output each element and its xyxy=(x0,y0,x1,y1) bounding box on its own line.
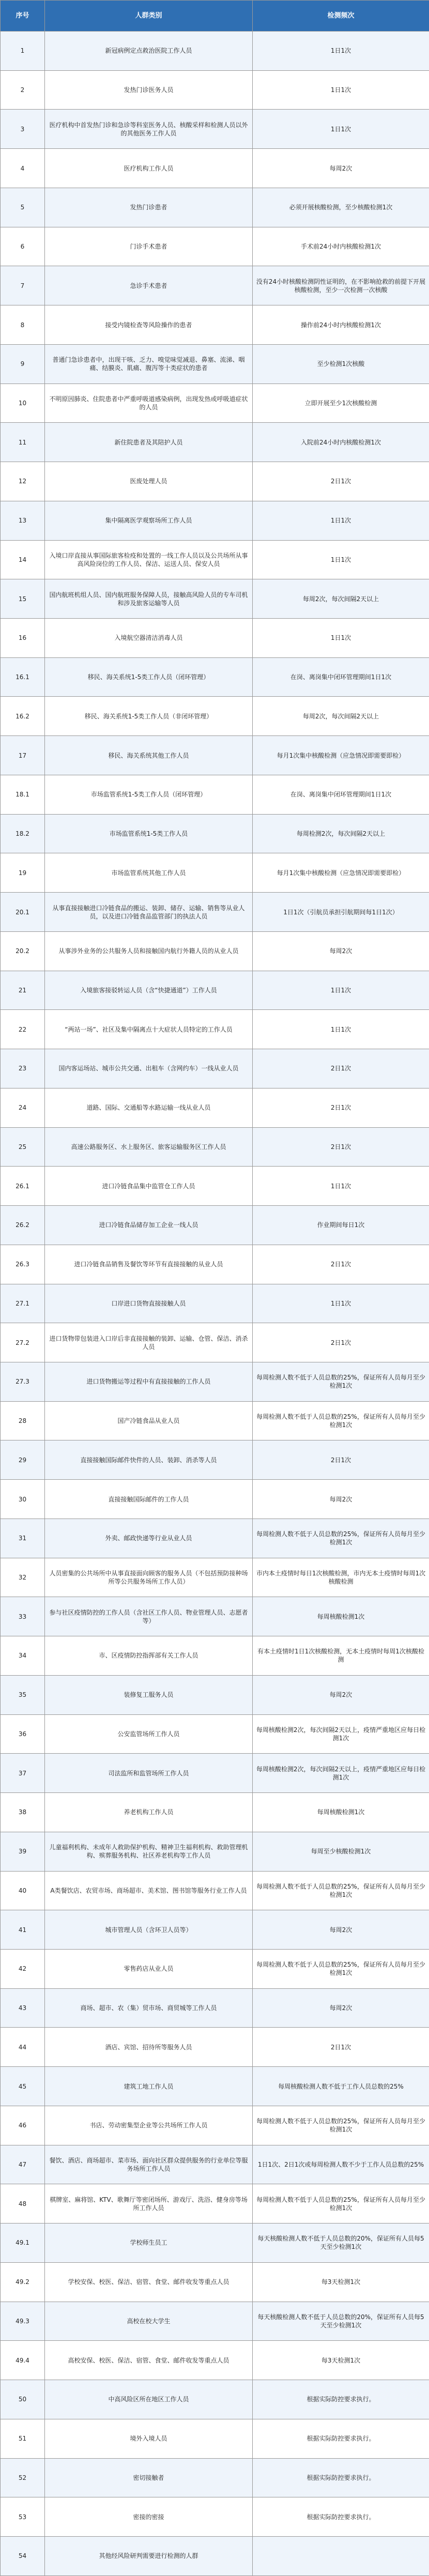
row-frequency-cell: 作业期间每日1次 xyxy=(253,1206,429,1245)
row-group-cell: 市场监管系统1-5类工作人员 xyxy=(45,814,253,853)
row-group-cell: “两站一场”、社区及集中隔离点十大症状人员特定的工作人员 xyxy=(45,1010,253,1049)
row-number-cell: 36 xyxy=(1,1714,45,1754)
row-frequency-cell: 没有24小时核酸检测阴性证明的，在不影响抢救的前提下开展核酸检测，至少一次检测一次核酸 xyxy=(253,266,429,305)
row-number-cell: 49.2 xyxy=(1,2262,45,2302)
row-number-cell: 28 xyxy=(1,1401,45,1440)
table-row xyxy=(1,2184,429,2224)
row-number-cell: 44 xyxy=(1,2028,45,2067)
row-group-cell: 门诊手术患者 xyxy=(45,227,253,266)
row-number-cell: 20.2 xyxy=(1,931,45,971)
row-group-cell: 国产冷链食品从业人员 xyxy=(45,1401,253,1440)
row-group-cell: A类餐饮店、农贸市场、商场超市、美术馆、图书馆等服务行业工作人员 xyxy=(45,1871,253,1910)
row-number-cell: 18.1 xyxy=(1,775,45,814)
table-row xyxy=(1,32,429,71)
row-group-cell: 进口冷链食品销售及餐饮等环节有直接接触的从业人员 xyxy=(45,1245,253,1284)
table-row xyxy=(1,1597,429,1636)
row-number-cell: 34 xyxy=(1,1636,45,1676)
table-row xyxy=(1,1949,429,1988)
table-row xyxy=(1,1167,429,1206)
row-frequency-cell: 每周2次 xyxy=(253,1988,429,2028)
table-row xyxy=(1,1362,429,1401)
row-number-cell: 31 xyxy=(1,1519,45,1558)
row-group-cell: 中高风险区所在地区工作人员 xyxy=(45,2380,253,2419)
row-frequency-cell: 1日1次 xyxy=(253,501,429,540)
row-group-cell: 商场、超市、农（集）贸市场、商贸城等工作人员 xyxy=(45,1988,253,2028)
row-number-cell: 12 xyxy=(1,462,45,501)
row-group-cell: 道路、国际、交通船等水路运输一线从业人员 xyxy=(45,1088,253,1127)
row-frequency-cell: 入院前24小时内核酸检测1次 xyxy=(253,423,429,462)
table-row xyxy=(1,2497,429,2537)
row-number-cell: 45 xyxy=(1,2067,45,2106)
row-group-cell: 市、区疫情防控指挥部有关工作人员 xyxy=(45,1636,253,1676)
table-row xyxy=(1,2302,429,2341)
row-number-cell: 21 xyxy=(1,971,45,1010)
row-group-cell: 发热门诊医务人员 xyxy=(45,70,253,110)
row-group-cell: 国内航班机组人员、国内航班服务保障人员，接触高风险人员的专车司机和涉及旅客运输等人员 xyxy=(45,579,253,619)
table-row xyxy=(1,619,429,658)
row-number-cell: 40 xyxy=(1,1871,45,1910)
table-row xyxy=(1,2262,429,2302)
row-frequency-cell: 每周2次，每次间隔2天以上 xyxy=(253,579,429,619)
row-number-cell: 16 xyxy=(1,619,45,658)
header-group: 人群类别 xyxy=(45,1,253,32)
row-group-cell: 医疗机构工作人员 xyxy=(45,149,253,188)
row-group-cell: 医废处理人员 xyxy=(45,462,253,501)
row-frequency-cell: 有本土疫情时1日1次核酸检测，无本土疫情时每周1次核酸检测 xyxy=(253,1636,429,1676)
row-number-cell: 46 xyxy=(1,2106,45,2145)
row-group-cell: 学校安保、校医、保洁、宿管、食堂、邮件收发等重点人员 xyxy=(45,2262,253,2302)
row-frequency-cell: 每周2次 xyxy=(253,1480,429,1519)
table-header xyxy=(1,1,429,32)
table-row xyxy=(1,814,429,853)
row-frequency-cell: 1日1次 xyxy=(253,110,429,149)
header-frequency: 检测频次 xyxy=(253,1,429,32)
row-number-cell: 8 xyxy=(1,305,45,345)
row-frequency-cell: 每月1次集中核酸检测（应急情况即需要即检） xyxy=(253,736,429,775)
row-group-cell: 移民、海关系统其他工作人员 xyxy=(45,736,253,775)
table-row xyxy=(1,2224,429,2263)
row-group-cell: 入境旅客接驳转运人员（含“快捷通道”）工作人员 xyxy=(45,971,253,1010)
row-frequency-cell: 1日1次 xyxy=(253,70,429,110)
table-row xyxy=(1,1323,429,1362)
row-number-cell: 3 xyxy=(1,110,45,149)
row-frequency-cell: 在岗、离岗集中闭环管理期间1日1次 xyxy=(253,775,429,814)
table-row xyxy=(1,149,429,188)
row-number-cell: 38 xyxy=(1,1793,45,1832)
row-frequency-cell xyxy=(253,2537,429,2576)
table-row xyxy=(1,1049,429,1088)
row-frequency-cell: 2日1次 xyxy=(253,1088,429,1127)
table-row xyxy=(1,775,429,814)
row-group-cell: 不明原因肺炎、住院患者中严重呼吸道感染病例，出现发热或呼吸道症状的人员 xyxy=(45,384,253,423)
row-frequency-cell: 根据实际防控要求执行。 xyxy=(253,2419,429,2458)
row-group-cell: 普通门急诊患者中，出现干咳、乏力、嗅觉味觉减退、鼻塞、流涕、咽痛、结膜炎、肌痛、腹泻等十类症状的患者 xyxy=(45,344,253,384)
table-row xyxy=(1,462,429,501)
row-frequency-cell: 2日1次 xyxy=(253,1245,429,1284)
row-frequency-cell: 根据实际防控要求执行。 xyxy=(253,2458,429,2497)
row-group-cell: 密切接触者 xyxy=(45,2458,253,2497)
row-number-cell: 52 xyxy=(1,2458,45,2497)
table-row xyxy=(1,1127,429,1167)
row-frequency-cell: 每天核酸检测人数不低于人员总数的20%，保证所有人员每5天至少检测1次 xyxy=(253,2224,429,2263)
table-row xyxy=(1,227,429,266)
row-frequency-cell: 每周检测2次，每次间隔2天以上 xyxy=(253,814,429,853)
row-number-cell: 27.3 xyxy=(1,1362,45,1401)
row-group-cell: 市场监管系统其他工作人员 xyxy=(45,853,253,893)
table-row xyxy=(1,384,429,423)
row-frequency-cell: 2日1次 xyxy=(253,462,429,501)
table-row xyxy=(1,110,429,149)
row-number-cell: 10 xyxy=(1,384,45,423)
table-row xyxy=(1,2419,429,2458)
row-group-cell: 公安监管场所工作人员 xyxy=(45,1714,253,1754)
row-group-cell: 零售药店从业人员 xyxy=(45,1949,253,1988)
row-number-cell: 53 xyxy=(1,2497,45,2537)
row-frequency-cell: 每周2次 xyxy=(253,149,429,188)
table-row xyxy=(1,423,429,462)
table-row xyxy=(1,697,429,736)
row-frequency-cell: 每周检测人数不低于人员总数的25%，保证所有人员每月至少检测1次 xyxy=(253,1519,429,1558)
row-group-cell: 养老机构工作人员 xyxy=(45,1793,253,1832)
table-row xyxy=(1,1010,429,1049)
row-group-cell: 移民、海关系统1-5类工作人员（闭环管理） xyxy=(45,657,253,697)
row-frequency-cell: 每月1次集中核酸检测（应急情况即需要即检） xyxy=(253,853,429,893)
row-frequency-cell: 必须开展核酸检测，至少核酸检测1次 xyxy=(253,188,429,227)
row-frequency-cell: 每周检测人数不低于人员总数的25%，保证所有人员每月至少检测1次 xyxy=(253,1362,429,1401)
table-row xyxy=(1,2458,429,2497)
row-frequency-cell: 每天核酸检测人数不低于人员总数的20%，保证所有人员每5天至少检测1次 xyxy=(253,2302,429,2341)
row-group-cell: 高校安保、校医、保洁、宿管、食堂、邮件收发等重点人员 xyxy=(45,2341,253,2380)
table-row xyxy=(1,1519,429,1558)
table-row xyxy=(1,579,429,619)
header-no: 序号 xyxy=(1,1,45,32)
row-group-cell: 新住院患者及其陪护人员 xyxy=(45,423,253,462)
table-row xyxy=(1,1284,429,1323)
row-frequency-cell: 至少检测1次核酸 xyxy=(253,344,429,384)
row-group-cell: 人员密集的公共场所中从事直接面向顾客的服务人员（不包括预防接种场所等公共服务场所工作人员） xyxy=(45,1558,253,1597)
table-row xyxy=(1,1440,429,1480)
table-row xyxy=(1,1714,429,1754)
row-group-cell: 境外入境人员 xyxy=(45,2419,253,2458)
table-row xyxy=(1,2028,429,2067)
row-group-cell: 集中隔离医学观察场所工作人员 xyxy=(45,501,253,540)
row-group-cell: 医疗机构中首发热门诊和急诊等科室医务人员、核酸采样和检测人员以外的其他医务工作人员 xyxy=(45,110,253,149)
row-frequency-cell: 1日1次（引航员承担引航期间每1日1次） xyxy=(253,893,429,932)
table-row xyxy=(1,1558,429,1597)
table-row xyxy=(1,2145,429,2184)
row-number-cell: 5 xyxy=(1,188,45,227)
row-frequency-cell: 每周2次，每次间隔2天以上 xyxy=(253,697,429,736)
row-number-cell: 30 xyxy=(1,1480,45,1519)
row-number-cell: 15 xyxy=(1,579,45,619)
table-row xyxy=(1,1910,429,1950)
row-number-cell: 26.3 xyxy=(1,1245,45,1284)
table-row xyxy=(1,2067,429,2106)
row-group-cell: 口岸进口货物直接接触人员 xyxy=(45,1284,253,1323)
row-number-cell: 49.4 xyxy=(1,2341,45,2380)
table-row xyxy=(1,2380,429,2419)
row-number-cell: 51 xyxy=(1,2419,45,2458)
table-body xyxy=(1,32,429,2576)
table-row xyxy=(1,1401,429,1440)
row-frequency-cell: 根据实际防控要求执行。 xyxy=(253,2380,429,2419)
row-frequency-cell: 立即开展至少1次核酸检测 xyxy=(253,384,429,423)
row-group-cell: 参与社区疫情防控的工作人员（含社区工作人员、物业管理人员、志愿者等） xyxy=(45,1597,253,1636)
table-row xyxy=(1,1088,429,1127)
row-group-cell: 进口货物带包装进入口岸后非直接接触的装卸、运输、仓管、保洁、消杀人员 xyxy=(45,1323,253,1362)
row-group-cell: 棋牌室、麻将馆、KTV、歌舞厅等密闭场所、游戏厅、洗浴、健身房等场所工作人员 xyxy=(45,2184,253,2224)
row-group-cell: 书店、劳动密集型企业等公共场所工作人员 xyxy=(45,2106,253,2145)
table-row xyxy=(1,188,429,227)
row-group-cell: 直接接触国际邮件快件的人员、装卸、消杀等人员 xyxy=(45,1440,253,1480)
row-frequency-cell: 1日1次 xyxy=(253,971,429,1010)
table-row xyxy=(1,1636,429,1676)
row-group-cell: 从事涉外业务的公共服务人员和接触国内航行外籍人员的从业人员 xyxy=(45,931,253,971)
row-number-cell: 1 xyxy=(1,32,45,71)
row-number-cell: 33 xyxy=(1,1597,45,1636)
row-number-cell: 9 xyxy=(1,344,45,384)
row-number-cell: 54 xyxy=(1,2537,45,2576)
row-frequency-cell: 手术前24小时内核酸检测1次 xyxy=(253,227,429,266)
row-group-cell: 发热门诊患者 xyxy=(45,188,253,227)
table-row xyxy=(1,657,429,697)
table-row xyxy=(1,2341,429,2380)
row-number-cell: 4 xyxy=(1,149,45,188)
row-number-cell: 25 xyxy=(1,1127,45,1167)
row-group-cell: 高速公路服务区、水上服务区、旅客运输服务区工作人员 xyxy=(45,1127,253,1167)
row-number-cell: 39 xyxy=(1,1832,45,1871)
row-frequency-cell: 每周核酸检测1次 xyxy=(253,1793,429,1832)
table-row xyxy=(1,1988,429,2028)
row-group-cell: 其他经风险研判需要进行检测的人群 xyxy=(45,2537,253,2576)
row-group-cell: 高校在校大学生 xyxy=(45,2302,253,2341)
row-group-cell: 装修复工服务人员 xyxy=(45,1675,253,1714)
row-number-cell: 16.1 xyxy=(1,657,45,697)
row-group-cell: 密接的密接 xyxy=(45,2497,253,2537)
row-group-cell: 接受内镜检查等风险操作的患者 xyxy=(45,305,253,345)
table-row xyxy=(1,971,429,1010)
row-number-cell: 32 xyxy=(1,1558,45,1597)
row-frequency-cell: 每周2次 xyxy=(253,931,429,971)
row-frequency-cell: 1日1次 xyxy=(253,32,429,71)
table-row xyxy=(1,736,429,775)
row-frequency-cell: 2日1次 xyxy=(253,2028,429,2067)
row-group-cell: 司法监所和监管场所工作人员 xyxy=(45,1754,253,1793)
row-frequency-cell: 1日1次 xyxy=(253,619,429,658)
row-number-cell: 43 xyxy=(1,1988,45,2028)
table-row xyxy=(1,2106,429,2145)
header-row xyxy=(1,1,429,32)
row-group-cell: 国内客运场站、城市公共交通、出租车（含网约车）一线从业人员 xyxy=(45,1049,253,1088)
row-number-cell: 49.3 xyxy=(1,2302,45,2341)
row-frequency-cell: 市内本土疫情时每日1次核酸检测，市内无本土疫情时每周1次核酸检测 xyxy=(253,1558,429,1597)
row-frequency-cell: 操作前24小时内核酸检测1次 xyxy=(253,305,429,345)
table-row xyxy=(1,1871,429,1910)
row-number-cell: 29 xyxy=(1,1440,45,1480)
row-frequency-cell: 每周2次 xyxy=(253,1910,429,1950)
row-group-cell: 儿童福利机构、未成年人救助保护机构、精神卫生福利机构、救助管理机构、殡葬服务机构、社区养老机构等工作人员 xyxy=(45,1832,253,1871)
row-number-cell: 2 xyxy=(1,70,45,110)
row-group-cell: 直接接触国际邮件的工作人员 xyxy=(45,1480,253,1519)
row-group-cell: 入境口岸直接从事国际旅客检疫和处置的一线工作人员以及公共场所从事高风险岗位的工作人员、保洁、运送人员、保安人员 xyxy=(45,540,253,579)
row-frequency-cell: 每周检测人数不低于人员总数的25%，保证所有人员每月至少检测1次 xyxy=(253,2184,429,2224)
row-number-cell: 27.1 xyxy=(1,1284,45,1323)
table-row xyxy=(1,853,429,893)
row-number-cell: 18.2 xyxy=(1,814,45,853)
table-row xyxy=(1,501,429,540)
row-number-cell: 22 xyxy=(1,1010,45,1049)
row-group-cell: 移民、海关系统1-5类工作人员（非闭环管理） xyxy=(45,697,253,736)
row-number-cell: 26.1 xyxy=(1,1167,45,1206)
table-row xyxy=(1,344,429,384)
row-group-cell: 进口冷链食品集中监管仓工作人员 xyxy=(45,1167,253,1206)
row-frequency-cell: 每周核酸检测人数不低于工作人员总数的25% xyxy=(253,2067,429,2106)
row-frequency-cell: 每3天检测1次 xyxy=(253,2262,429,2302)
row-frequency-cell: 1日1次 xyxy=(253,540,429,579)
table-row xyxy=(1,1754,429,1793)
table-row xyxy=(1,70,429,110)
row-number-cell: 41 xyxy=(1,1910,45,1950)
row-group-cell: 建筑工地工作人员 xyxy=(45,2067,253,2106)
row-group-cell: 学校师生员工 xyxy=(45,2224,253,2263)
row-number-cell: 19 xyxy=(1,853,45,893)
table-row xyxy=(1,2537,429,2576)
row-number-cell: 6 xyxy=(1,227,45,266)
row-number-cell: 13 xyxy=(1,501,45,540)
row-group-cell: 进口货物搬运等过程中有直接接触的工作人员 xyxy=(45,1362,253,1401)
row-frequency-cell: 每周核酸检测2次，每次间隔2天以上，疫情严重地区应每日检测1次 xyxy=(253,1754,429,1793)
row-number-cell: 50 xyxy=(1,2380,45,2419)
table-row xyxy=(1,1675,429,1714)
row-group-cell: 进口冷链食品储存加工企业一线人员 xyxy=(45,1206,253,1245)
row-frequency-cell: 每周检测人数不低于人员总数的25%，保证所有人员每月至少检测1次 xyxy=(253,1401,429,1440)
row-frequency-cell: 每周检测人数不低于人员总数的25%，保证所有人员每月至少检测1次 xyxy=(253,1949,429,1988)
row-frequency-cell: 每周2次 xyxy=(253,1675,429,1714)
row-frequency-cell: 在岗、离岗集中闭环管理期间1日1次 xyxy=(253,657,429,697)
row-frequency-cell: 每周核酸检测1次 xyxy=(253,1597,429,1636)
table-row xyxy=(1,1480,429,1519)
row-number-cell: 11 xyxy=(1,423,45,462)
row-frequency-cell: 根据实际防控要求执行。 xyxy=(253,2497,429,2537)
row-number-cell: 23 xyxy=(1,1049,45,1088)
row-frequency-cell: 1日1次 xyxy=(253,1010,429,1049)
row-number-cell: 7 xyxy=(1,266,45,305)
row-frequency-cell: 1日1次、2日1次或每周检测人数不少于工作人员总数的25% xyxy=(253,2145,429,2184)
row-frequency-cell: 每周检测人数不低于人员总数的25%，保证所有人员每月至少检测1次 xyxy=(253,1871,429,1910)
table-row xyxy=(1,931,429,971)
row-frequency-cell: 每周核酸检测2次，每次间隔2天以上，疫情严重地区应每日检测1次 xyxy=(253,1714,429,1754)
row-frequency-cell: 1日1次 xyxy=(253,1167,429,1206)
row-number-cell: 20.1 xyxy=(1,893,45,932)
row-group-cell: 入境航空器清洁消毒人员 xyxy=(45,619,253,658)
row-group-cell: 新冠病例定点救治医院工作人员 xyxy=(45,32,253,71)
row-group-cell: 外卖、邮政快递等行业从业人员 xyxy=(45,1519,253,1558)
table-row xyxy=(1,266,429,305)
table-row xyxy=(1,1793,429,1832)
table-row xyxy=(1,1206,429,1245)
table-row xyxy=(1,305,429,345)
row-group-cell: 酒店、宾馆、招待所等服务人员 xyxy=(45,2028,253,2067)
row-number-cell: 42 xyxy=(1,1949,45,1988)
row-number-cell: 37 xyxy=(1,1754,45,1793)
row-number-cell: 47 xyxy=(1,2145,45,2184)
table-row xyxy=(1,540,429,579)
row-group-cell: 市场监管系统1-5类工作人员（闭环管理） xyxy=(45,775,253,814)
row-number-cell: 24 xyxy=(1,1088,45,1127)
row-frequency-cell: 每3天检测1次 xyxy=(253,2341,429,2380)
row-frequency-cell: 2日1次 xyxy=(253,1323,429,1362)
table-row xyxy=(1,893,429,932)
row-frequency-cell: 每周检测人数不低于人员总数的25%，保证所有人员每月至少检测1次 xyxy=(253,2106,429,2145)
row-group-cell: 从事直接接触进口冷链食品的搬运、装卸、储存、运输、销售等从业人员，以及进口冷链食品监管部门的执法人员 xyxy=(45,893,253,932)
row-number-cell: 26.2 xyxy=(1,1206,45,1245)
row-frequency-cell: 1日1次 xyxy=(253,1284,429,1323)
row-number-cell: 27.2 xyxy=(1,1323,45,1362)
row-number-cell: 35 xyxy=(1,1675,45,1714)
table-row xyxy=(1,1245,429,1284)
row-frequency-cell: 2日1次 xyxy=(253,1127,429,1167)
row-number-cell: 48 xyxy=(1,2184,45,2224)
row-group-cell: 城市管理人员（含环卫人员等） xyxy=(45,1910,253,1950)
row-group-cell: 急诊手术患者 xyxy=(45,266,253,305)
table-row xyxy=(1,1832,429,1871)
row-frequency-cell: 每周至少核酸检测1次 xyxy=(253,1832,429,1871)
row-number-cell: 14 xyxy=(1,540,45,579)
row-number-cell: 49.1 xyxy=(1,2224,45,2263)
row-number-cell: 16.2 xyxy=(1,697,45,736)
row-number-cell: 17 xyxy=(1,736,45,775)
row-group-cell: 餐饮、酒店、商场超市、菜市场、面向社区群众提供服务的行业单位等服务场所工作人员 xyxy=(45,2145,253,2184)
row-frequency-cell: 2日1次 xyxy=(253,1049,429,1088)
row-frequency-cell: 2日1次 xyxy=(253,1440,429,1480)
